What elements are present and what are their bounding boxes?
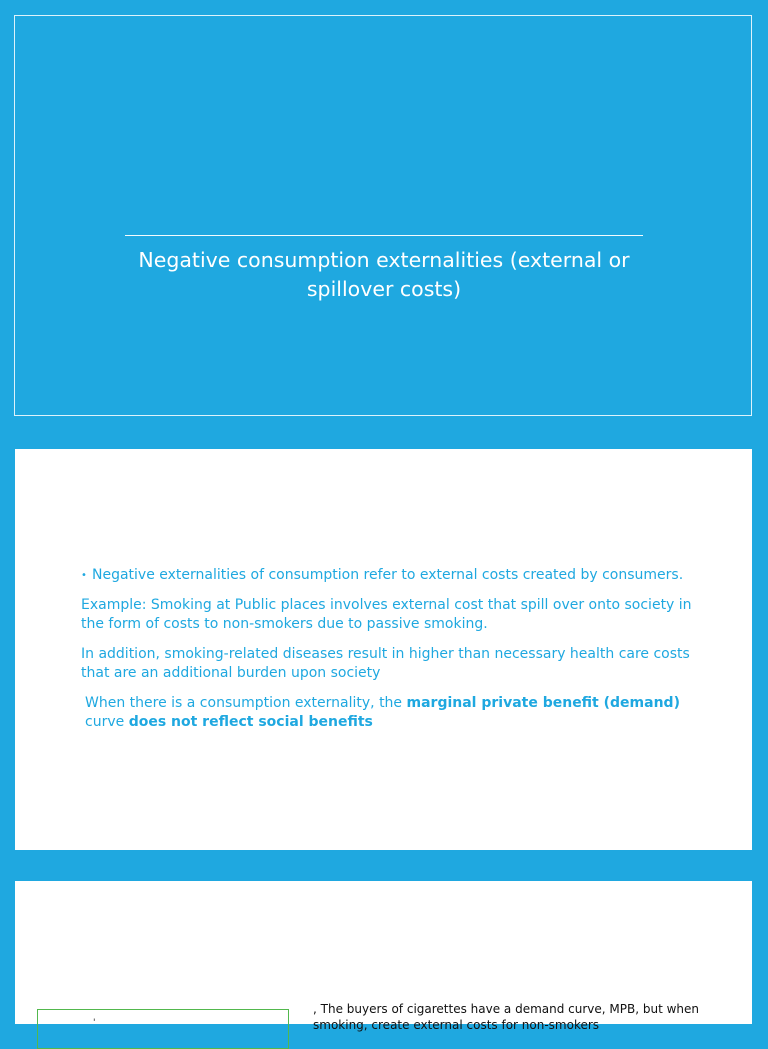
bullet-text: Negative externalities of consumption refer to external costs created by consumers. bbox=[92, 567, 684, 583]
example-paragraph: Example: Smoking at Public places involves external cost that spill over onto society in the form of costs to non-smokers due to passive smoking. bbox=[81, 597, 692, 632]
externality-paragraph bbox=[81, 694, 696, 732]
green-outline-box bbox=[37, 1009, 289, 1049]
title-line-2: spillover costs) bbox=[306, 277, 462, 301]
title-slide bbox=[14, 15, 752, 416]
bullet-icon: • bbox=[81, 570, 87, 581]
title-divider-line bbox=[125, 235, 643, 236]
cigarette-demand-text: , The buyers of cigarettes have a demand curve, MPB, but when smoking, create external costs for non-smokers bbox=[313, 1002, 700, 1032]
slide-title bbox=[115, 246, 653, 304]
externality-bold-2: does not reflect social benefits bbox=[128, 714, 373, 730]
externality-text-2: curve bbox=[85, 714, 129, 730]
box-mark: ' bbox=[93, 1018, 96, 1028]
slide-body bbox=[81, 566, 696, 743]
partial-slide bbox=[15, 881, 752, 1032]
externality-bold-1: marginal private benefit (demand) bbox=[406, 695, 680, 711]
title-line-1: Negative consumption externalities (external or bbox=[138, 248, 630, 272]
bullet-item bbox=[81, 566, 696, 585]
content-slide bbox=[15, 449, 752, 850]
externality-text-1: When there is a consumption externality, the bbox=[85, 695, 407, 711]
addition-paragraph: In addition, smoking-related diseases result in higher than necessary health care costs that are an additional burden upon society bbox=[81, 646, 690, 681]
